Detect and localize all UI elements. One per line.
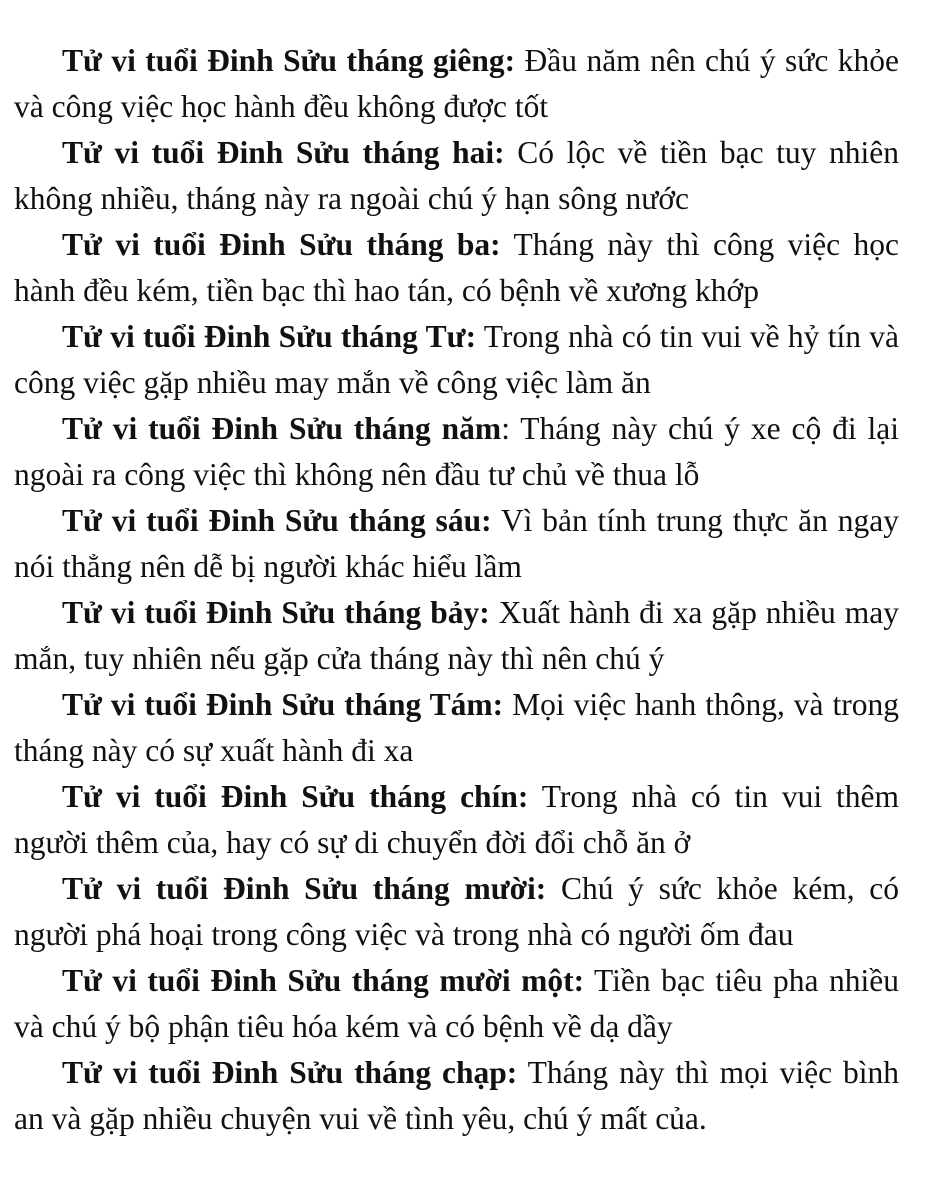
entry-body: Vì bản tính trung thực ăn ngay nói thẳng nên dễ bị người khác hiểu lầm [14,503,899,584]
entry-title: Tử vi tuổi Đinh Sửu tháng Tư: [62,319,477,354]
entry-body: Trong nhà có tin vui về hỷ tín và công việc gặp nhiều may mắn về công việc làm ăn [14,319,899,400]
month-entry-7 [14,590,899,682]
entry-body: Tháng này thì mọi việc bình an và gặp nhiều chuyện vui về tình yêu, chú ý mất của. [14,1055,899,1136]
entry-title: Tử vi tuổi Đinh Sửu tháng hai: [62,135,505,170]
entry-title: Tử vi tuổi Đinh Sửu tháng mười một: [62,963,585,998]
month-entry-6 [14,498,899,590]
month-entry-9 [14,774,899,866]
entry-title: Tử vi tuổi Đinh Sửu tháng chạp: [62,1055,518,1090]
month-entry-4 [14,314,899,406]
entry-title: Tử vi tuổi Đinh Sửu tháng mười: [62,871,547,906]
entry-title: Tử vi tuổi Đinh Sửu tháng sáu: [62,503,492,538]
entry-title: Tử vi tuổi Đinh Sửu tháng Tám: [62,687,504,722]
month-entry-2 [14,130,899,222]
month-entry-8 [14,682,899,774]
entry-body: Tiền bạc tiêu pha nhiều và chú ý bộ phận tiêu hóa kém và có bệnh về dạ dầy [14,963,899,1044]
entry-body: Xuất hành đi xa gặp nhiều may mắn, tuy nhiên nếu gặp cửa tháng này thì nên chú ý [14,595,899,676]
entry-title: Tử vi tuổi Đinh Sửu tháng ba: [62,227,501,262]
entry-body: Chú ý sức khỏe kém, có người phá hoại trong công việc và trong nhà có người ốm đau [14,871,899,952]
month-entry-12 [14,1050,899,1142]
entry-title: Tử vi tuổi Đinh Sửu tháng giêng: [62,43,516,78]
entry-body: Mọi việc hanh thông, và trong tháng này có sự xuất hành đi xa [14,687,899,768]
entry-title: Tử vi tuổi Đinh Sửu tháng bảy: [62,595,490,630]
entry-body: Tháng này thì công việc học hành đều kém, tiền bạc thì hao tán, có bệnh về xương khớp [14,227,899,308]
entry-body: Có lộc về tiền bạc tuy nhiên không nhiều, tháng này ra ngoài chú ý hạn sông nước [14,135,899,216]
month-entry-3 [14,222,899,314]
entry-body: Đầu năm nên chú ý sức khỏe và công việc học hành đều không được tốt [14,43,899,124]
entry-body: : Tháng này chú ý xe cộ đi lại ngoài ra công việc thì không nên đầu tư chủ về thua lỗ [14,411,899,492]
month-entry-10 [14,866,899,958]
month-entry-1 [14,38,899,130]
entry-body: Trong nhà có tin vui thêm người thêm của, hay có sự di chuyển đời đổi chỗ ăn ở [14,779,899,860]
entry-title: Tử vi tuổi Đinh Sửu tháng chín: [62,779,529,814]
entry-title: Tử vi tuổi Đinh Sửu tháng năm [62,411,502,446]
month-entry-11 [14,958,899,1050]
month-entry-5 [14,406,899,498]
